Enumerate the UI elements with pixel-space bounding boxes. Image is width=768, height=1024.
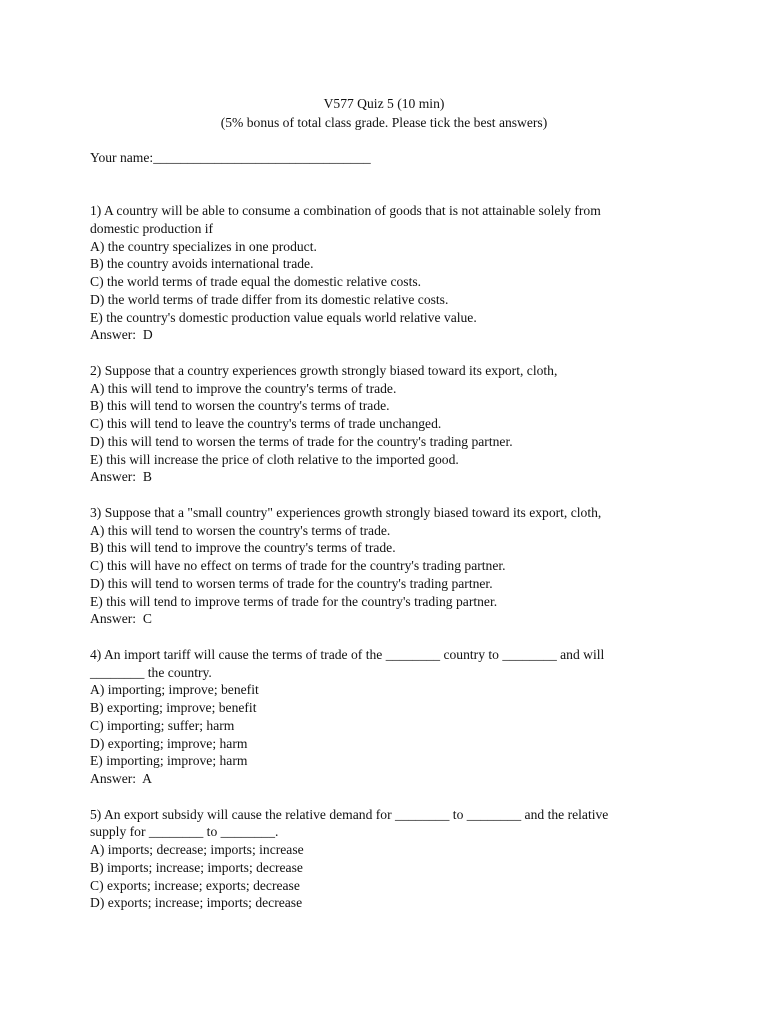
quiz-subtitle: (5% bonus of total class grade. Please tick the best answers) xyxy=(220,115,548,130)
question-stem-line: 5) An export subsidy will cause the relative demand for ________ to ________ and the relative xyxy=(90,806,609,822)
answer-option-d: D) this will tend to worsen terms of trade for the country's trading partner. xyxy=(90,575,493,591)
answer-option-d: D) this will tend to worsen the terms of trade for the country's trading partner. xyxy=(90,433,513,449)
question-stem-line: 1) A country will be able to consume a combination of goods that is not attainable solely from xyxy=(90,203,601,218)
question-2 xyxy=(90,362,690,486)
answer-option-e: E) this will increase the price of cloth relative to the imported good. xyxy=(90,451,459,467)
question-stem-line: 4) An import tariff will cause the terms of trade of the ________ country to ________ and will xyxy=(90,646,605,662)
question-5 xyxy=(90,806,690,913)
quiz-header xyxy=(0,94,768,132)
answer-option-b: B) imports; increase; imports; decrease xyxy=(90,859,303,875)
question-stem-line: supply for ________ to ________. xyxy=(90,824,279,840)
question-stem-line: domestic production if xyxy=(90,220,214,236)
answer-option-e: E) the country's domestic production value equals world relative value. xyxy=(90,309,477,325)
answer-option-d: D) exports; increase; imports; decrease xyxy=(90,895,303,911)
question-4 xyxy=(90,646,690,788)
answer-option-b: B) this will tend to improve the country's terms of trade. xyxy=(90,540,396,556)
answer-option-c: C) exports; increase; exports; decrease xyxy=(90,877,300,893)
answer-key: Answer: A xyxy=(90,771,152,786)
answer-option-a: A) this will tend to worsen the country's terms of trade. xyxy=(90,522,391,538)
question-stem-line: ________ the country. xyxy=(90,664,212,680)
name-field: Your name:________________________________ xyxy=(90,150,371,165)
answer-option-a: A) imports; decrease; imports; increase xyxy=(90,842,304,857)
answer-option-a: A) importing; improve; benefit xyxy=(90,682,259,698)
question-1 xyxy=(90,202,690,344)
answer-option-c: C) the world terms of trade equal the domestic relative costs. xyxy=(90,274,422,289)
answer-option-c: C) this will tend to leave the country's terms of trade unchanged. xyxy=(90,416,442,431)
answer-option-a: A) this will tend to improve the country's terms of trade. xyxy=(90,380,397,396)
answer-option-c: C) this will have no effect on terms of trade for the country's trading partner. xyxy=(90,558,506,573)
answer-option-a: A) the country specializes in one product. xyxy=(90,238,317,254)
answer-option-c: C) importing; suffer; harm xyxy=(90,717,235,733)
answer-option-e: E) importing; improve; harm xyxy=(90,753,248,769)
answer-key: Answer: C xyxy=(90,611,152,627)
answer-option-b: B) this will tend to worsen the country's terms of trade. xyxy=(90,398,390,414)
quiz-title: V577 Quiz 5 (10 min) xyxy=(323,96,445,111)
question-list xyxy=(90,202,690,930)
answer-option-b: B) exporting; improve; benefit xyxy=(90,700,257,715)
question-stem-line: 3) Suppose that a "small country" experiences growth strongly biased toward its export, cloth, xyxy=(90,504,602,520)
question-stem-line: 2) Suppose that a country experiences growth strongly biased toward its export, cloth, xyxy=(90,362,558,378)
answer-key: Answer: D xyxy=(90,327,153,343)
answer-key: Answer: B xyxy=(90,469,152,485)
answer-option-b: B) the country avoids international trade. xyxy=(90,256,314,272)
answer-option-d: D) exporting; improve; harm xyxy=(90,735,248,751)
question-3 xyxy=(90,504,690,628)
answer-option-e: E) this will tend to improve terms of trade for the country's trading partner. xyxy=(90,593,498,609)
answer-option-d: D) the world terms of trade differ from its domestic relative costs. xyxy=(90,291,449,307)
